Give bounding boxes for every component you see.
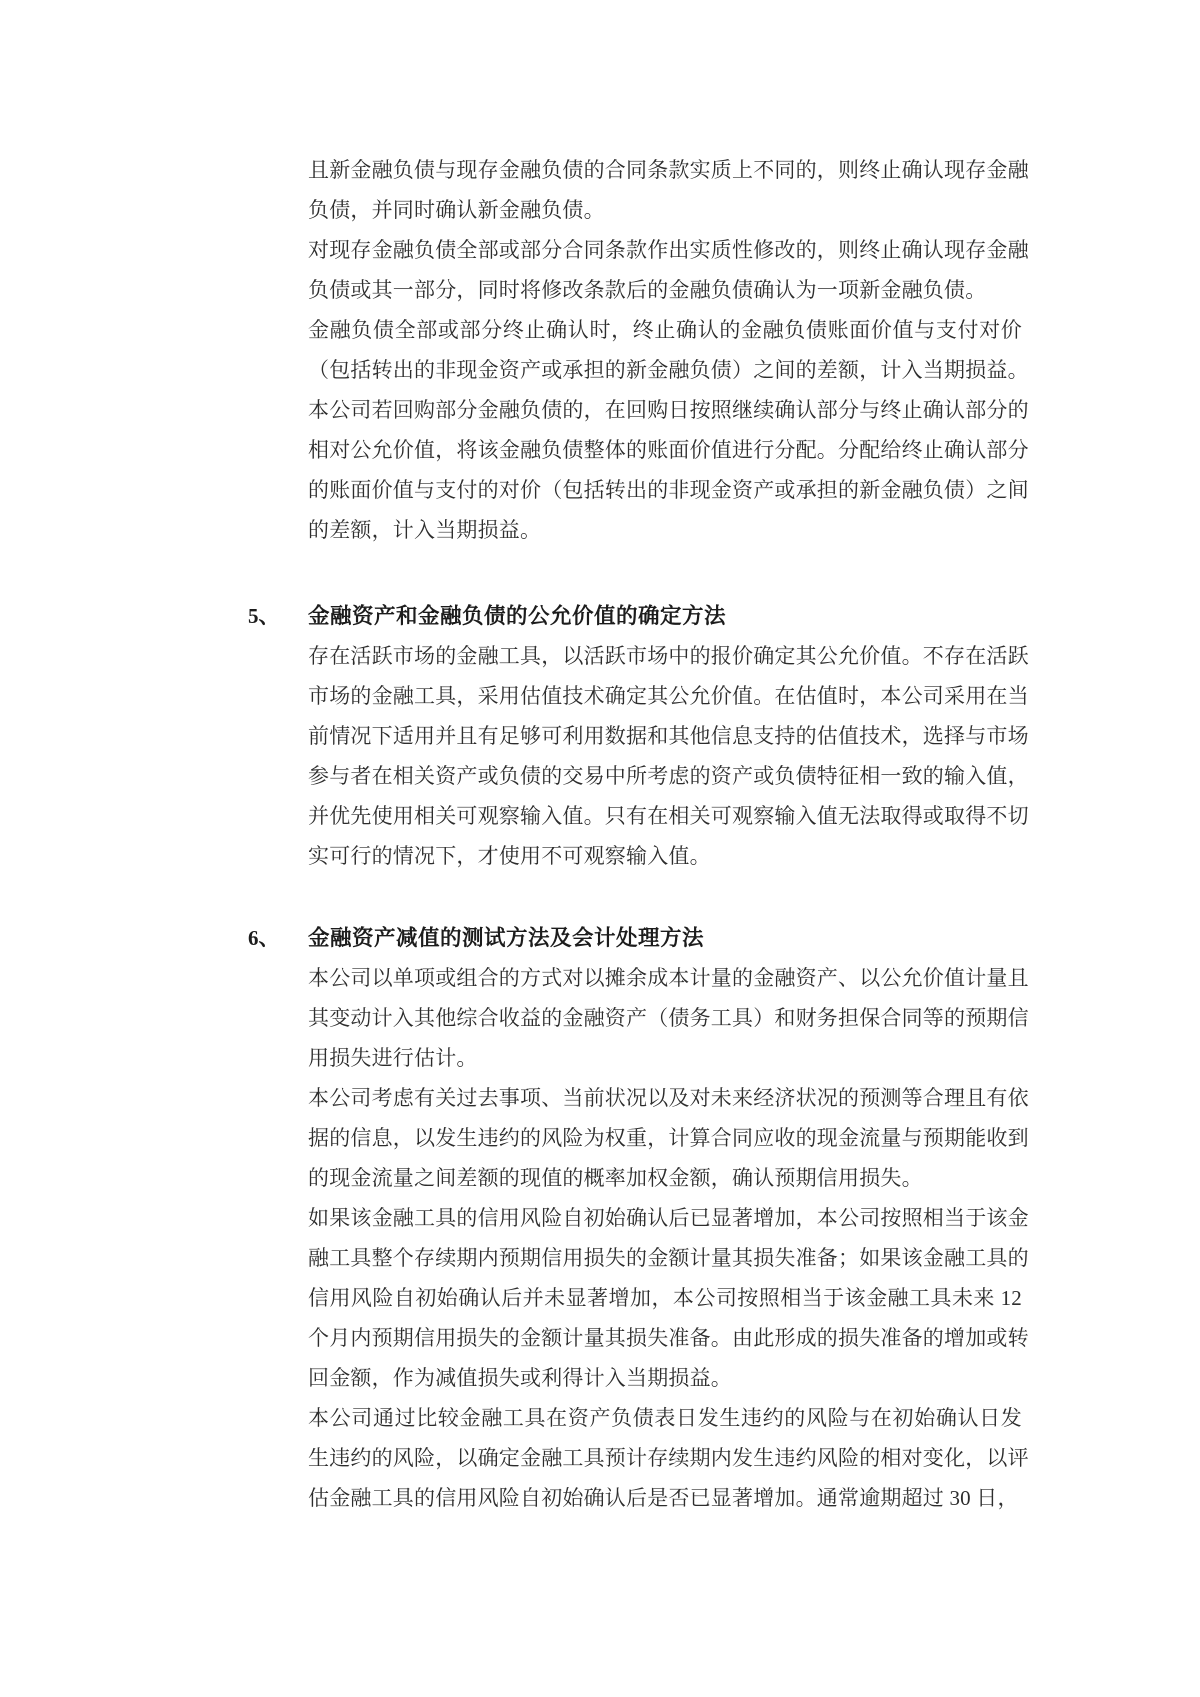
text-line: 如果该金融工具的信用风险自初始确认后已显著增加，本公司按照相当于该金 xyxy=(308,1206,1029,1230)
text-line: 估金融工具的信用风险自初始确认后是否已显著增加。通常逾期超过 30 日， xyxy=(308,1486,1019,1510)
text-line: 金融负债全部或部分终止确认时，终止确认的金融负债账面价值与支付对价 xyxy=(308,318,1022,342)
text-line: 对现存金融负债全部或部分合同条款作出实质性修改的，则终止确认现存金融 xyxy=(308,238,1029,262)
text-line: 其变动计入其他综合收益的金融资产（债务工具）和财务担保合同等的预期信 xyxy=(308,1006,1029,1030)
text-line: 的现金流量之间差额的现值的概率加权金额，确认预期信用损失。 xyxy=(308,1166,923,1190)
text-line: 实可行的情况下，才使用不可观察输入值。 xyxy=(308,844,711,868)
paragraph xyxy=(308,1198,1029,1398)
text-line: 生违约的风险，以确定金融工具预计存续期内发生违约风险的相对变化，以评 xyxy=(308,1446,1029,1470)
text-line: 融工具整个存续期内预期信用损失的金额计量其损失准备；如果该金融工具的 xyxy=(308,1246,1029,1270)
text-line: 并优先使用相关可观察输入值。只有在相关可观察输入值无法取得或取得不切 xyxy=(308,804,1029,828)
text-line: 负债或其一部分，同时将修改条款后的金融负债确认为一项新金融负债。 xyxy=(308,278,987,302)
text-line: 本公司若回购部分金融负债的，在回购日按照继续确认部分与终止确认部分的 xyxy=(308,398,1029,422)
text-line: （包括转出的非现金资产或承担的新金融负债）之间的差额，计入当期损益。 xyxy=(308,358,1029,382)
paragraph xyxy=(308,150,1029,230)
section-6-heading: 金融资产减值的测试方法及会计处理方法 xyxy=(308,926,705,950)
text-line: 个月内预期信用损失的金额计量其损失准备。由此形成的损失准备的增加或转 xyxy=(308,1326,1029,1350)
text-line: 的差额，计入当期损益。 xyxy=(308,518,542,542)
paragraph xyxy=(308,230,1029,310)
text-line: 相对公允价值，将该金融负债整体的账面价值进行分配。分配给终止确认部分 xyxy=(308,438,1029,462)
intro-block xyxy=(308,150,1029,550)
text-line: 存在活跃市场的金融工具，以活跃市场中的报价确定其公允价值。不存在活跃 xyxy=(308,644,1029,668)
text-line: 本公司通过比较金融工具在资产负债表日发生违约的风险与在初始确认日发 xyxy=(308,1406,1022,1430)
paragraph xyxy=(308,1078,1029,1198)
text-line: 前情况下适用并且有足够可利用数据和其他信息支持的估值技术，选择与市场 xyxy=(308,724,1029,748)
text-line: 本公司考虑有关过去事项、当前状况以及对未来经济状况的预测等合理且有依 xyxy=(308,1086,1029,1110)
section-5-number: 5、 xyxy=(248,604,280,628)
section-6-number: 6、 xyxy=(248,926,280,950)
text-line: 据的信息，以发生违约的风险为权重，计算合同应收的现金流量与预期能收到 xyxy=(308,1126,1029,1150)
text-line: 本公司以单项或组合的方式对以摊余成本计量的金融资产、以公允价值计量且 xyxy=(308,966,1029,990)
text-line: 参与者在相关资产或负债的交易中所考虑的资产或负债特征相一致的输入值， xyxy=(308,764,1029,788)
text-line: 用损失进行估计。 xyxy=(308,1046,478,1070)
section-6-heading-row xyxy=(248,918,1022,958)
text-line: 的账面价值与支付的对价（包括转出的非现金资产或承担的新金融负债）之间 xyxy=(308,478,1029,502)
text-line: 且新金融负债与现存金融负债的合同条款实质上不同的，则终止确认现存金融 xyxy=(308,158,1029,182)
text-line: 市场的金融工具，采用估值技术确定其公允价值。在估值时，本公司采用在当 xyxy=(308,684,1029,708)
section-5-heading-row xyxy=(248,596,1022,636)
paragraph xyxy=(308,958,1029,1078)
page-content xyxy=(248,150,1029,1518)
text-line: 回金额，作为减值损失或利得计入当期损益。 xyxy=(308,1366,732,1390)
text-line: 负债，并同时确认新金融负债。 xyxy=(308,198,605,222)
section-5-heading: 金融资产和金融负债的公允价值的确定方法 xyxy=(308,604,727,628)
paragraph xyxy=(308,310,1029,550)
section-5 xyxy=(248,596,1029,876)
text-line: 信用风险自初始确认后并未显著增加，本公司按照相当于该金融工具未来 12 xyxy=(308,1286,1022,1310)
paragraph xyxy=(308,636,1029,876)
section-6 xyxy=(248,918,1029,1518)
paragraph xyxy=(308,1398,1029,1518)
